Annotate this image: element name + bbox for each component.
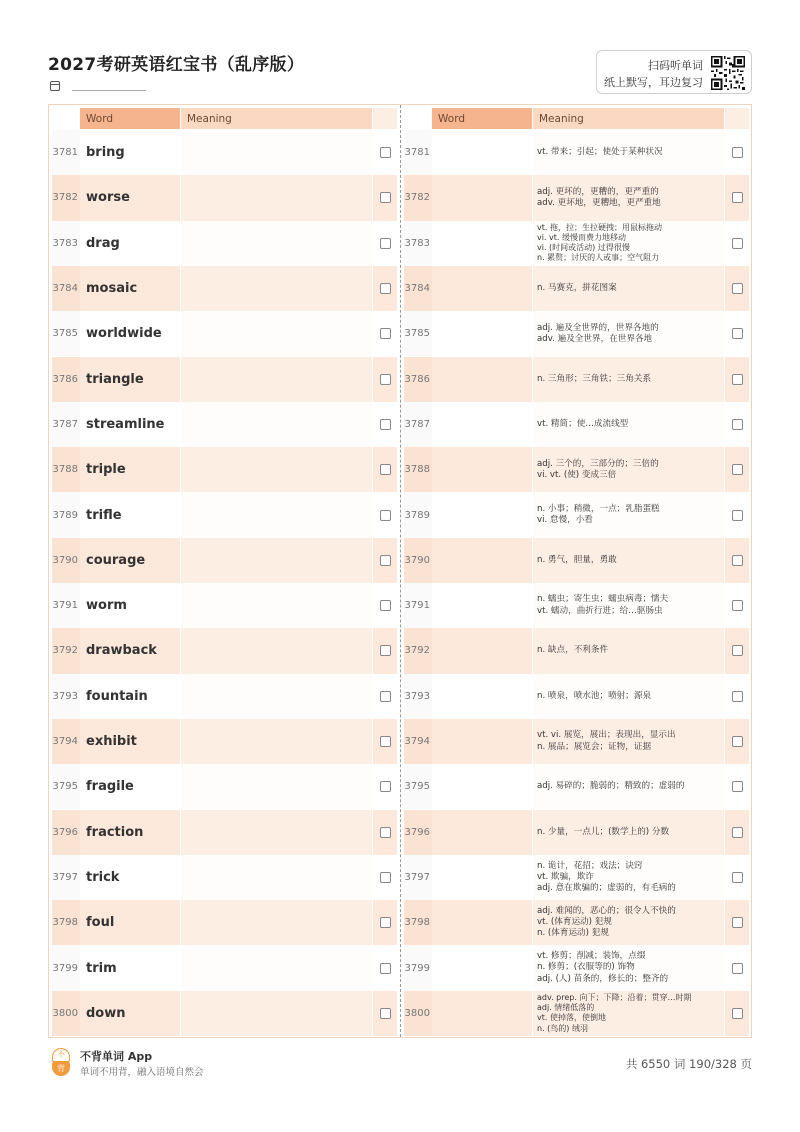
vocabulary-sheet — [48, 104, 752, 1038]
entry-number: 3784 — [52, 283, 78, 295]
meaning-line: n. 三角形；三角铁；三角关系 — [537, 373, 652, 384]
entry-meaning — [537, 583, 722, 628]
entry-meaning — [537, 357, 722, 402]
table-row — [52, 402, 397, 447]
entry-meaning — [537, 492, 722, 537]
mean-cell — [181, 175, 372, 220]
entry-number: 3799 — [404, 962, 430, 974]
entry-number: 3785 — [404, 328, 430, 340]
entry-number: 3785 — [52, 328, 78, 340]
qr-caption-1: 扫码听单词 — [648, 59, 703, 72]
checkbox-icon[interactable] — [732, 645, 743, 656]
checkbox-icon[interactable] — [380, 328, 391, 339]
checkbox-icon[interactable] — [380, 419, 391, 430]
checkbox-icon[interactable] — [732, 917, 743, 928]
entry-number: 3798 — [52, 917, 78, 929]
table-row — [404, 674, 749, 719]
meaning-line: adv. 遍及全世界，在世界各地 — [537, 333, 653, 344]
entry-word: worm — [86, 598, 127, 614]
meaning-line: vi. (时间或活动) 过得很慢 — [537, 243, 630, 253]
word-cell — [432, 583, 532, 628]
checkbox-icon[interactable] — [732, 827, 743, 838]
checkbox-icon[interactable] — [732, 1008, 743, 1019]
table-row — [404, 764, 749, 809]
entry-number: 3782 — [52, 192, 78, 204]
table-row — [404, 492, 749, 537]
word-cell — [432, 402, 532, 447]
word-cell — [432, 447, 532, 492]
checkbox-icon[interactable] — [380, 917, 391, 928]
meaning-column-side — [402, 105, 753, 1037]
entry-word: worse — [86, 190, 130, 206]
entry-number: 3800 — [404, 1007, 430, 1019]
meaning-line: vt. 拖，拉；生拉硬拽；用鼠标拖动 — [537, 222, 662, 232]
word-cell — [432, 175, 532, 220]
meaning-line: vt. 蠕动，曲折行进；给…驱肠虫 — [537, 605, 663, 616]
entry-word: drag — [86, 235, 120, 251]
logo-top-glyph: 不 — [52, 1048, 70, 1062]
table-row — [52, 674, 397, 719]
word-cell — [432, 221, 532, 266]
page-info: 共 6550 词 190/328 页 — [625, 1057, 752, 1071]
table-row — [404, 311, 749, 356]
entry-word: foul — [86, 915, 115, 931]
entry-word: worldwide — [86, 326, 162, 342]
entry-meaning — [537, 221, 722, 266]
checkbox-icon[interactable] — [732, 600, 743, 611]
mean-cell — [181, 945, 372, 990]
entry-number: 3782 — [404, 192, 430, 204]
table-row — [52, 447, 397, 492]
checkbox-icon[interactable] — [732, 147, 743, 158]
checkbox-icon[interactable] — [732, 510, 743, 521]
entry-number: 3793 — [404, 690, 430, 702]
meaning-line: n. 蠕虫；寄生虫；蠕虫病毒；懦夫 — [537, 594, 669, 605]
checkbox-icon[interactable] — [380, 238, 391, 249]
meaning-line: n. 小事；稍微，一点；乳脂蛋糕 — [537, 503, 660, 514]
entry-number: 3797 — [52, 871, 78, 883]
meaning-line: adv. 更坏地，更糟地，更严重地 — [537, 197, 661, 208]
table-row — [404, 855, 749, 900]
table-row — [52, 764, 397, 809]
column-header-word: Word — [80, 108, 180, 129]
mean-cell — [181, 221, 372, 266]
entry-number: 3790 — [52, 554, 78, 566]
entry-number: 3792 — [52, 645, 78, 657]
entry-meaning — [537, 674, 722, 719]
mean-cell — [181, 266, 372, 311]
entry-number: 3794 — [52, 736, 78, 748]
entry-word: exhibit — [86, 734, 137, 750]
entry-meaning — [537, 945, 722, 990]
mean-cell — [181, 764, 372, 809]
checkbox-icon[interactable] — [732, 328, 743, 339]
word-cell — [432, 719, 532, 764]
word-column-side — [50, 105, 401, 1037]
meaning-line: vt. 使掉落，使倒地 — [537, 1013, 606, 1023]
entry-number: 3787 — [404, 418, 430, 430]
checkbox-icon[interactable] — [732, 691, 743, 702]
checkbox-icon[interactable] — [380, 510, 391, 521]
checkbox-icon[interactable] — [732, 963, 743, 974]
meaning-line: n. 诡计，花招；戏法；诀窍 — [537, 860, 643, 871]
checkbox-icon[interactable] — [732, 464, 743, 475]
entry-number: 3781 — [404, 147, 430, 159]
entry-word: courage — [86, 552, 146, 568]
column-header-check — [373, 108, 397, 129]
meaning-line: n. (体育运动) 犯规 — [537, 928, 609, 939]
entry-meaning — [537, 311, 722, 356]
checkbox-icon[interactable] — [732, 192, 743, 203]
word-cell — [432, 674, 532, 719]
table-row — [52, 492, 397, 537]
entry-number: 3793 — [52, 690, 78, 702]
entry-meaning — [537, 764, 722, 809]
entry-word: drawback — [86, 643, 157, 659]
mean-cell — [181, 311, 372, 356]
column-header-meaning: Meaning — [181, 108, 372, 129]
table-row — [404, 357, 749, 402]
table-row — [404, 583, 749, 628]
entry-number: 3799 — [52, 962, 78, 974]
entry-number: 3783 — [52, 237, 78, 249]
checkbox-icon[interactable] — [380, 555, 391, 566]
meaning-line: n. 少量，一点儿；(数学上的) 分数 — [537, 826, 670, 837]
entry-meaning — [537, 175, 722, 220]
entry-number: 3786 — [404, 373, 430, 385]
checkbox-icon[interactable] — [732, 736, 743, 747]
table-row — [52, 719, 397, 764]
entry-meaning — [537, 900, 722, 945]
word-cell — [432, 991, 532, 1036]
table-row — [52, 810, 397, 855]
table-row — [52, 900, 397, 945]
entry-number: 3791 — [404, 600, 430, 612]
word-cell — [432, 855, 532, 900]
entry-word: down — [86, 1005, 126, 1021]
entry-number: 3794 — [404, 736, 430, 748]
entry-meaning — [537, 402, 722, 447]
entry-meaning — [537, 810, 722, 855]
table-row — [52, 538, 397, 583]
entry-number: 3797 — [404, 871, 430, 883]
word-cell — [432, 130, 532, 175]
entry-word: bring — [86, 145, 125, 161]
checkbox-icon[interactable] — [380, 374, 391, 385]
checkbox-icon[interactable] — [380, 147, 391, 158]
mean-cell — [181, 538, 372, 583]
mean-cell — [181, 810, 372, 855]
meaning-line: n. 喷泉，喷水池；喷射；源泉 — [537, 690, 652, 701]
checkbox-icon[interactable] — [380, 1008, 391, 1019]
entry-number: 3796 — [404, 826, 430, 838]
table-row — [404, 175, 749, 220]
word-cell — [432, 538, 532, 583]
entry-number: 3791 — [52, 600, 78, 612]
mean-cell — [181, 855, 372, 900]
entry-meaning — [537, 855, 722, 900]
meaning-line: vt. (体育运动) 犯规 — [537, 917, 612, 928]
mean-cell — [181, 628, 372, 673]
qr-listen-card[interactable] — [596, 50, 752, 94]
entry-word: fountain — [86, 688, 148, 704]
table-row — [52, 130, 397, 175]
table-row — [52, 628, 397, 673]
checkbox-icon[interactable] — [732, 781, 743, 792]
table-row — [404, 538, 749, 583]
checkbox-icon[interactable] — [380, 781, 391, 792]
table-row — [52, 175, 397, 220]
meaning-line: vi. vt. 缓慢而费力地移动 — [537, 233, 626, 243]
table-row — [404, 991, 749, 1036]
entry-meaning — [537, 130, 722, 175]
mean-cell — [181, 130, 372, 175]
entry-meaning — [537, 628, 722, 673]
meaning-line: vt. 修剪；削减；装饰，点缀 — [537, 951, 646, 962]
entry-number: 3798 — [404, 917, 430, 929]
table-row — [404, 900, 749, 945]
mean-cell — [181, 492, 372, 537]
date-field — [50, 80, 146, 91]
mean-cell — [181, 583, 372, 628]
table-row — [404, 266, 749, 311]
mean-cell — [181, 719, 372, 764]
table-row — [404, 945, 749, 990]
meaning-line: n. 累赘；讨厌的人或事；空气阻力 — [537, 253, 660, 263]
meaning-line: vt. 欺骗，欺诈 — [537, 871, 594, 882]
table-row — [52, 945, 397, 990]
meaning-line: n. 勇气，胆量，勇敢 — [537, 554, 617, 565]
entry-number: 3783 — [404, 237, 430, 249]
table-row — [52, 266, 397, 311]
column-header-meaning: Meaning — [533, 108, 724, 129]
word-cell — [432, 311, 532, 356]
meaning-line: adj. 情绪低落的 — [537, 1003, 595, 1013]
meaning-line: vt. vi. 展览，展出；表现出，显示出 — [537, 730, 676, 741]
app-logo — [50, 1048, 72, 1076]
table-row — [52, 855, 397, 900]
checkbox-icon[interactable] — [380, 827, 391, 838]
checkbox-icon[interactable] — [732, 555, 743, 566]
mean-cell — [181, 674, 372, 719]
entry-word: streamline — [86, 416, 165, 432]
meaning-line: vi. vt. (使) 变成三倍 — [537, 469, 617, 480]
meaning-line: adj. 易碎的；脆弱的；精致的；虚弱的 — [537, 781, 685, 792]
entry-number: 3787 — [52, 418, 78, 430]
word-cell — [432, 810, 532, 855]
table-row — [404, 447, 749, 492]
entry-number: 3790 — [404, 554, 430, 566]
fold-divider — [400, 105, 401, 1037]
meaning-line: adj. 三个的，三部分的；三倍的 — [537, 458, 659, 469]
checkbox-icon[interactable] — [380, 600, 391, 611]
checkbox-icon[interactable] — [732, 419, 743, 430]
checkbox-icon[interactable] — [380, 963, 391, 974]
entry-word: trim — [86, 960, 117, 976]
checkbox-icon[interactable] — [380, 736, 391, 747]
table-row — [52, 221, 397, 266]
meaning-line: n. 修剪；(衣服等的) 饰物 — [537, 962, 635, 973]
meaning-line: adj. 更坏的，更糟的，更严重的 — [537, 186, 659, 197]
entry-word: mosaic — [86, 281, 138, 297]
word-cell — [432, 357, 532, 402]
entry-number: 3795 — [52, 781, 78, 793]
table-row — [52, 357, 397, 402]
entry-word: triple — [86, 462, 126, 478]
checkbox-icon[interactable] — [380, 645, 391, 656]
checkbox-icon[interactable] — [380, 872, 391, 883]
entry-number: 3796 — [52, 826, 78, 838]
word-cell — [432, 266, 532, 311]
word-cell — [432, 492, 532, 537]
meaning-line: adj. 意在欺骗的；虚弱的，有毛病的 — [537, 883, 676, 894]
entry-number: 3795 — [404, 781, 430, 793]
entry-number: 3786 — [52, 373, 78, 385]
checkbox-icon[interactable] — [732, 872, 743, 883]
checkbox-icon[interactable] — [732, 283, 743, 294]
entry-meaning — [537, 266, 722, 311]
entry-meaning — [537, 719, 722, 764]
entry-number: 3788 — [404, 464, 430, 476]
entry-meaning — [537, 447, 722, 492]
entry-word: fragile — [86, 779, 134, 795]
entry-word: trick — [86, 869, 120, 885]
word-cell — [432, 628, 532, 673]
column-header-check — [725, 108, 749, 129]
meaning-line: adj. 难闻的，恶心的；很令人不快的 — [537, 905, 676, 916]
checkbox-icon[interactable] — [732, 374, 743, 385]
meaning-line: n. (鸟的) 绒羽 — [537, 1023, 588, 1033]
entry-meaning — [537, 538, 722, 583]
meaning-line: n. 马赛克，拼花图案 — [537, 282, 617, 293]
meaning-line: adj. 遍及全世界的，世界各地的 — [537, 322, 659, 333]
checkbox-icon[interactable] — [380, 464, 391, 475]
logo-bottom-glyph: 背 — [52, 1062, 70, 1076]
table-row — [52, 583, 397, 628]
table-row — [52, 991, 397, 1036]
mean-cell — [181, 402, 372, 447]
entry-number: 3800 — [52, 1007, 78, 1019]
table-row — [404, 719, 749, 764]
checkbox-icon[interactable] — [380, 691, 391, 702]
mean-cell — [181, 991, 372, 1036]
meaning-line: n. 展品；展览会；证物，证据 — [537, 741, 652, 752]
word-cell — [432, 945, 532, 990]
meaning-line: vi. 怠慢，小看 — [537, 515, 593, 526]
meaning-line: adv. prep. 向下；下降；沿着；贯穿…时期 — [537, 992, 692, 1002]
meaning-line: vt. 精简；使…成流线型 — [537, 418, 629, 429]
table-row — [404, 628, 749, 673]
calendar-icon — [50, 81, 60, 91]
qr-caption-2: 纸上默写，耳边复习 — [604, 76, 703, 89]
entry-meaning — [537, 991, 722, 1036]
date-blank-line — [72, 90, 146, 91]
entry-number: 3788 — [52, 464, 78, 476]
page-title: 2027考研英语红宝书（乱序版） — [48, 55, 305, 75]
entry-number: 3789 — [404, 509, 430, 521]
app-slogan: 单词不用背，融入语境自然会 — [80, 1067, 204, 1078]
entry-number: 3781 — [52, 147, 78, 159]
table-row — [404, 810, 749, 855]
column-header-word: Word — [432, 108, 532, 129]
table-row — [404, 221, 749, 266]
checkbox-icon[interactable] — [732, 238, 743, 249]
word-cell — [432, 900, 532, 945]
meaning-line: adj. (人) 苗条的，修长的；整齐的 — [537, 973, 669, 984]
checkbox-icon[interactable] — [380, 283, 391, 294]
word-cell — [432, 764, 532, 809]
app-name: 不背单词 App — [80, 1050, 153, 1063]
meaning-line: vt. 带来；引起；使处于某种状况 — [537, 147, 663, 158]
checkbox-icon[interactable] — [380, 192, 391, 203]
entry-word: fraction — [86, 824, 144, 840]
meaning-line: n. 缺点，不利条件 — [537, 645, 609, 656]
table-row — [52, 311, 397, 356]
table-row — [404, 402, 749, 447]
entry-word: triangle — [86, 371, 144, 387]
entry-number: 3784 — [404, 283, 430, 295]
mean-cell — [181, 900, 372, 945]
mean-cell — [181, 357, 372, 402]
entry-number: 3789 — [52, 509, 78, 521]
mean-cell — [181, 447, 372, 492]
entry-word: trifle — [86, 507, 122, 523]
entry-number: 3792 — [404, 645, 430, 657]
qr-code-icon[interactable] — [711, 56, 745, 90]
table-row — [404, 130, 749, 175]
